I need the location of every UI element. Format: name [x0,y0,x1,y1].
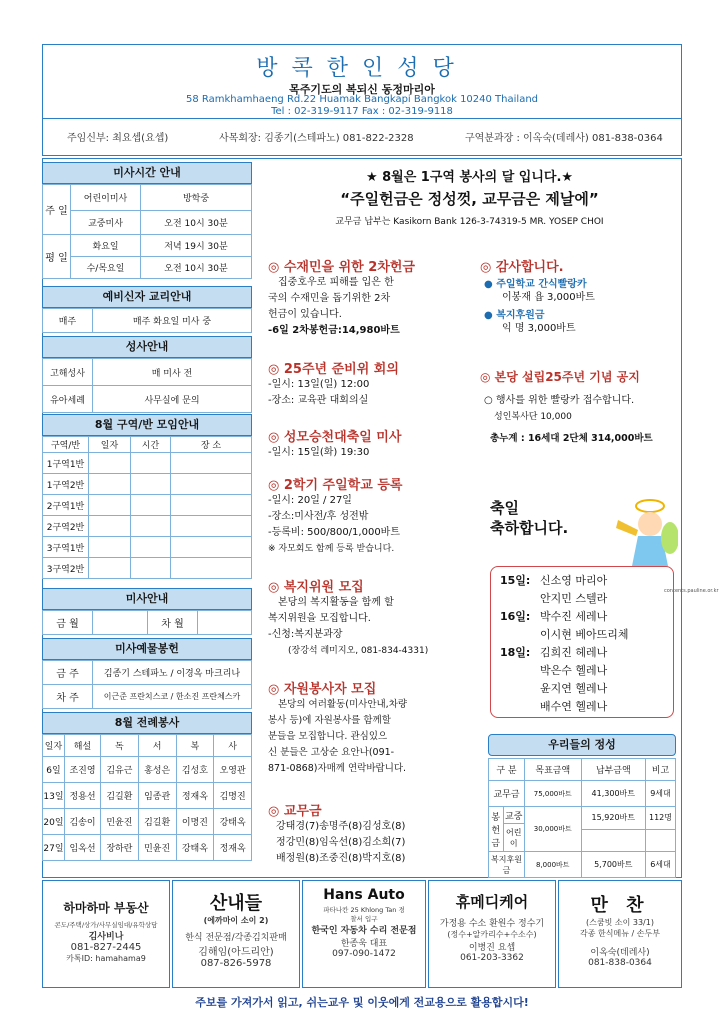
ad-phone: 이옥숙(데레사) [590,948,650,958]
ad-box [172,880,300,988]
sacrament-cell: 매 미사 전 [93,359,252,386]
sacrament-title: 성사안내 [42,336,252,358]
section-volunteer [268,678,476,777]
birthday-name: 신소영 마리아 [540,574,608,587]
col-header: 목표금액 [525,759,582,781]
section-title: ◎ 감사합니다. [480,260,564,275]
mass-cell: 화요일 [71,235,141,257]
ad-box [42,880,170,988]
footer-text: 주보를 가져가서 읽고, 쉬는교우 및 이웃에게 전교용으로 활용합시다! [195,996,529,1009]
donation-cell: 교무금 [489,781,525,807]
ad-person: 각종 한식메뉴 / 손두부 [580,929,660,938]
donation-cell: 112명 [646,807,676,830]
credit: contents.pauline.or.kr [664,588,719,594]
mass-cell: 어린이미사 [71,185,141,211]
ad-name: Hans Auto [323,887,405,903]
col-header: 서 [138,735,176,757]
section-welfare [268,576,476,659]
altar-cell: 조진영 [65,757,101,783]
ad-sub: 콘도/주택/상가/사무실임대/유학상담 [54,921,158,929]
district-row: 1구역1반 [43,453,89,474]
ad-sub: (스쿰빗 소이 33/1) [586,918,654,927]
section-line: 871-0868)자매께 연락바랍니다. [268,763,407,774]
ad-box [302,880,426,988]
section-anniversary [480,368,678,447]
birthday-name: 김희진 헤레나 [540,646,608,659]
mass-times-title: 미사시간 안내 [42,162,252,184]
donation-cell: 30,000바트 [525,807,582,852]
mass-cell: 수/목요일 [71,257,141,279]
birthday-date: 15일: [500,574,531,587]
ad-extra: 097-090-1472 [332,949,396,959]
anniversary-total: 총누계 : 16세대 2단체 314,000바트 [490,433,653,444]
altar-cell: 13일 [43,783,65,809]
section-title: ◎ 성모승천대축일 미사 [268,430,402,445]
pastor-text: 주임신부: 최요셉(요셉) [67,133,169,144]
birthday-date: 16일: [500,610,531,623]
section-line: -장소:미사전/후 성전밖 [268,511,369,522]
church-address: 58 Ramkhamhaeng Rd.22 Huamak Bangkapi Bangkok 10240 Thailand [185,94,539,105]
section-line: -일시: 20일 / 27일 [268,495,352,506]
district-row: 1구역2반 [43,474,89,495]
section-line: 집중호우로 피해를 입은 한 [278,277,394,288]
section-title: ◎ 본당 설립25주년 기념 공지 [480,370,640,384]
birthday-list [500,572,670,716]
sacrament-table [42,358,252,413]
altar-cell: 홍성은 [138,757,176,783]
mass-guide-cell: 금 월 [43,611,93,635]
section-25th-meeting [268,358,476,409]
col-header: 일자 [43,735,65,757]
birthday-name: 이시현 베아뜨리체 [540,628,629,641]
birthday-heading [490,498,568,538]
altar-cell: 김송이 [65,809,101,835]
section-line: ※ 자모회도 함께 등록 받습니다. [268,544,395,554]
section-line: 본당의 여러활동(미사안내,차량 [278,699,408,710]
section-dues [268,800,476,867]
notice-headline: ★ 8월은 1구역 봉사의 달 입니다.★ [365,170,574,185]
col-header: 시간 [131,437,171,453]
section-line: -등록비: 500/800/1,000바트 [268,527,400,538]
district-meeting-table [42,436,252,579]
col-header: 납부금액 [581,759,645,781]
section-line: -6일 2차봉헌금:14,980바트 [268,325,400,336]
ad-sub: 파타나칸 25 Khlong Tan 경찰서 입구 [323,906,405,923]
ad-phone: 한종욱 대표 [340,939,388,949]
district-row: 2구역1반 [43,495,89,516]
altar-cell: 장하란 [101,835,139,861]
mass-cell: 교중미사 [71,211,141,235]
mass-guide-table [42,610,252,635]
altar-cell: 강태옥 [176,835,214,861]
donation-table [488,758,676,878]
mass-cell: 오전 10시 30분 [141,257,252,279]
altar-cell: 김유근 [101,757,139,783]
header-box [42,44,682,156]
section-line: 분들을 모집합니다. 관심있으 [268,731,388,742]
altar-cell: 김명진 [214,783,252,809]
ad-person: (정수+알카리수+수소수) [447,930,537,939]
altar-table [42,734,252,861]
ad-box [428,880,556,988]
section-assumption [268,426,476,461]
catechumen-title: 예비신자 교리안내 [42,286,252,308]
sacrament-cell: 고해성사 [43,359,93,386]
anniversary-line: 성인복사단 10,000 [494,412,572,422]
mass-cell: 저녁 19시 30분 [141,235,252,257]
ad-sub: 가정용 수소 환원수 정수기 [439,919,545,929]
notice-slogan: “주일헌금은 정성껏, 교무금은 제날에” [340,190,599,208]
donation-cell: 5,700바트 [581,852,645,878]
donation-cell: 6세대 [646,852,676,878]
col-header: 구 분 [489,759,525,781]
donation-cell: 교중 [503,807,524,824]
church-title: 방콕한인성당 [256,56,468,81]
altar-cell: 6일 [43,757,65,783]
col-header: 구역/반 [43,437,89,453]
ad-person: 김사비나 [88,932,124,942]
section-line: -신청:복지분과장 [268,629,343,640]
thanks-sub: ● 복지후원금 [484,310,545,321]
altar-cell: 정재옥 [214,835,252,861]
donation-cell: 8,000바트 [525,852,582,878]
section-line: 배정원(8)조중진(8)박지호(8) [276,853,406,864]
thanks-sub: ● 주일학교 간식빨랑카 [484,279,587,290]
altar-cell: 김길환 [138,809,176,835]
donation-cell: 15,920바트 [581,807,645,830]
mass-guide-title: 미사안내 [42,588,252,610]
mass-guide-cell: 차 월 [148,611,198,635]
section-line: -장소: 교육관 대회의실 [268,395,369,406]
ad-person: 한국인 자동차 수리 전문점 [311,926,417,936]
section-flood [268,256,476,339]
divider [43,118,681,119]
birthday-name: 안지민 스텔라 [540,592,608,605]
altar-cell: 강태옥 [214,809,252,835]
sacrament-cell: 유아세례 [43,386,93,413]
section-line: 국의 수재민을 돕기위한 2차 [268,293,391,304]
council-text: 사목회장: 김종기(스테파노) 081-822-2328 [219,133,414,144]
ad-name: 휴메디케어 [455,893,529,911]
section-line: 헌금이 있습니다. [268,309,342,320]
section-title: ◎ 복지위원 모집 [268,580,364,595]
section-line: 복지위원을 모집합니다. [268,613,371,624]
church-subtitle: 목주기도의 복되신 동정마리아 [289,83,435,96]
birthday-title: 축하합니다. [490,519,569,537]
birthday-name: 박은수 헬레나 [540,664,608,677]
ad-name: 산내들 [209,893,263,914]
mass-cell: 방학중 [141,185,252,211]
donation-cell: 어린이 [506,827,522,848]
section-line: -일시: 13일(일) 12:00 [268,379,370,390]
altar-cell: 27일 [43,835,65,861]
birthday-name: 배수연 헬레나 [540,700,608,713]
catechumen-value: 매주 화요일 미사 중 [93,309,252,333]
col-header: 복 [176,735,214,757]
district-meeting-title: 8월 구역/반 모임안내 [42,414,252,436]
donation-cell: 41,300바트 [581,781,645,807]
offertory-table [42,660,252,709]
birthday-date: 18일: [500,646,531,659]
section-title: ◎ 25주년 준비위 회의 [268,362,399,377]
catechumen-label: 매주 [43,309,93,333]
sacrament-cell: 사무실에 문의 [93,386,252,413]
section-title: ◎ 교무금 [268,804,322,819]
offertory-cell: 이근준 프란치스코 / 한소진 프란체스카 [93,685,252,709]
offertory-cell: 차 주 [43,685,93,709]
anniversary-line: ○ 행사를 위한 빨랑카 접수합니다. [484,395,635,406]
altar-cell: 임옥선 [65,835,101,861]
ad-person: 한식 전문점/각종김치판매 [185,933,287,943]
mass-cell: 오전 10시 30분 [141,211,252,235]
ad-extra: 카톡ID: hamahama9 [66,954,146,963]
altar-cell: 민윤진 [138,835,176,861]
altar-cell: 김길환 [101,783,139,809]
ad-name: 하마하마 부동산 [63,901,149,915]
section-title: ◎ 자원봉사자 모집 [268,682,377,697]
district-text: 구역분과장 : 이옥숙(데레사) 081-838-0364 [465,133,663,144]
donation-cell: 75,000바트 [525,781,582,807]
section-title: ◎ 2학기 주일학교 등록 [268,478,403,493]
donation-cell: 복지후원금 [489,852,525,878]
ad-phone: 이병진 요셉 [468,943,516,953]
altar-cell: 이명진 [176,809,214,835]
section-title: ◎ 수재민을 위한 2차헌금 [268,260,415,275]
district-row: 3구역1반 [43,537,89,558]
angel-illustration [610,478,678,570]
offertory-cell: 김종기 스테파노 / 이경옥 마크리나 [93,661,252,685]
altar-cell: 20일 [43,809,65,835]
ad-extra: 087-826-5978 [200,958,272,969]
altar-title: 8월 전례봉사 [42,712,252,734]
ad-phone: 081-827-2445 [70,942,142,953]
sunday-label: 주 일 [43,185,71,235]
notice-bank: 교무금 납부는 Kasikorn Bank 126-3-74319-5 MR. YOSEP CHOI [335,217,604,227]
catechumen-table [42,308,252,333]
col-header: 독 [101,735,139,757]
ad-extra: 061-203-3362 [460,953,524,963]
altar-cell: 오영관 [214,757,252,783]
col-header: 장 소 [171,437,252,453]
section-line: 신 분들은 고상순 요안나(091- [268,747,395,758]
district-row: 2구역2반 [43,516,89,537]
altar-cell: 정용선 [65,783,101,809]
birthday-name: 박수진 세레나 [540,610,608,623]
birthday-title: 축일 [490,499,519,517]
col-header: 사 [214,735,252,757]
altar-cell: 김성호 [176,757,214,783]
thanks-line: 익 명 3,000바트 [502,323,576,334]
thanks-line: 이봉재 욥 3,000바트 [502,292,595,303]
col-header: 비고 [646,759,676,781]
col-header: 해설 [65,735,101,757]
church-phone: Tel : 02-319-9117 Fax : 02-319-9118 [271,106,453,117]
section-line: (장강석 레미지오, 081-834-4331) [288,646,429,656]
altar-cell: 민윤진 [101,809,139,835]
ad-extra: 081-838-0364 [588,958,652,968]
section-line: 정강민(8)임옥선(8)김소희(7) [276,837,406,848]
col-header: 일자 [89,437,131,453]
offertory-title: 미사예물봉헌 [42,638,252,660]
donation-cell: 봉헌금 [489,807,503,851]
section-thanks [480,256,678,337]
offertory-cell: 금 주 [43,661,93,685]
district-row: 3구역2반 [43,558,89,579]
birthday-name: 윤지연 헬레나 [540,682,608,695]
section-line: 본당의 복지활동을 함께 할 [278,597,394,608]
mass-times-table [42,184,252,279]
section-line: -일시: 15일(화) 19:30 [268,447,370,458]
ad-box [558,880,682,988]
donation-title: 우리들의 정성 [488,734,676,756]
altar-cell: 임종관 [138,783,176,809]
ad-phone: 김해임(아드리안) [198,947,274,958]
ad-sub: (에까마이 소이 2) [203,916,269,925]
section-school [268,474,476,557]
ad-name: 만 찬 [590,895,650,916]
section-line: 강태경(7)송명주(8)김성호(8) [276,821,406,832]
altar-cell: 정재옥 [176,783,214,809]
section-line: 봉사 등)에 자원봉사를 함께할 [268,715,391,726]
donation-cell: 9세대 [646,781,676,807]
weekday-label: 평 일 [43,235,71,279]
